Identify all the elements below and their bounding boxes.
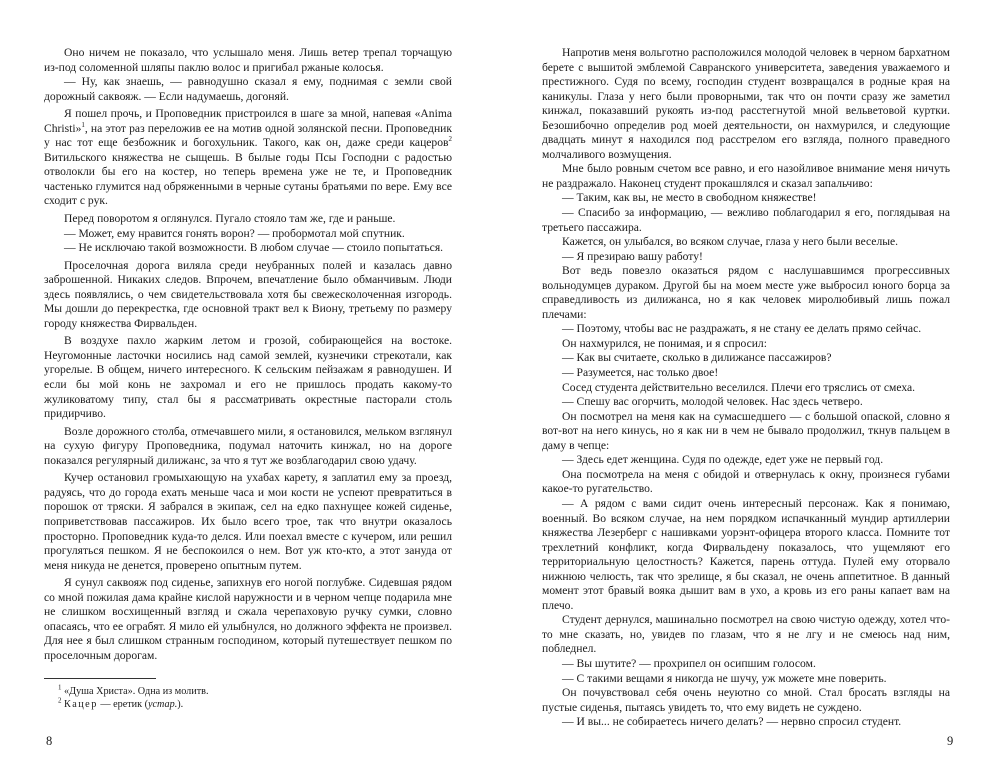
- paragraph: Вот ведь повезло оказаться рядом с наслушавшимся прогрессивных вольнодумцев дураком. Другой бы на моем месте уже выбросил юного борца за справедливость из дилижанса, но я как человек миролюбивый лишь пожал плечами:: [542, 264, 950, 321]
- paragraph: Он почувствовал себя очень неуютно со мной. Стал бросать взгляды на пустые сиденья, пытаясь увидеть то, что ему видеть не суждено.: [542, 686, 950, 714]
- paragraph: Он нахмурился, не понимая, и я спросил:: [562, 336, 767, 350]
- paragraph: Я сунул саквояж под сиденье, запихнув его ногой поглубже. Сидевшая рядом со мной пожилая дама крайне кислой наружности и в черном чепце подарила мне не слишком восхищенный взгляд и сжала черепаховую ручку сумки, словно опасаясь, что ее ограбят. Я мило ей улыбнулся, но должного эффекта не произвел. Для нее я был слишком странным господином, который путешествует пешком по проселочным дорогам.: [44, 576, 452, 662]
- paragraph: Сосед студента действительно веселился. Плечи его тряслись от смеха.: [562, 380, 916, 394]
- paragraph: — Не исключаю такой возможности. В любом случае — стоило попытаться.: [64, 241, 444, 255]
- paragraph: Возле дорожного столба, отмечавшего мили, я остановился, мельком взглянул на сухую фигуру Проповедника, подумал наточить кинжал, но на дороге показался регулярный дилижанс, за что я тут же возблагодарил свою удачу.: [44, 424, 452, 467]
- footnote: $^2$ Кацер — еретик (устар.).: [58, 696, 184, 710]
- footnote-ref: 1: [81, 120, 85, 129]
- paragraph: — Спасибо за информацию, — вежливо поблагодарил я его, поглядывая на третьего пассажира.: [542, 206, 950, 234]
- paragraph: — Поэтому, чтобы вас не раздражать, я не стану ее делать прямо сейчас.: [562, 322, 922, 336]
- paragraph: — Может, ему нравится гонять ворон? — пробормотал мой спутник.: [64, 226, 405, 240]
- paragraph: — Вы шутите? — прохрипел он осипшим голосом.: [562, 656, 816, 670]
- paragraph: Я пошел прочь, и Проповедник пристроился в шаге за мной, напевая «Anima Christi»$^1$, на этот раз переложив ее на мотив одной золянской песни. Проповедник у нас тот еще безбожник и богохульник. Такого, как он, даже среди кацеров$^2$ Витильского княжества не сыщешь. В былые годы Псы Господни с радостью отволокли бы его на костер, но теперь времена уже не те, и Проповедник частенько глумится над обряженными в черные сутаны братьями по вере. Ему все сходит с рук.: [44, 107, 452, 208]
- page-number-left: 8: [46, 734, 53, 748]
- page-number-right: 9: [947, 734, 954, 748]
- paragraph: — А рядом с вами сидит очень интересный персонаж. Как я понимаю, военный. Во всяком случае, на нем порядком испачканный мундир артиллерии княжества Лезерберг с нашивками уорэнт-офицера второго класса. Помните тот трехлетний конфликт, когда Фирвальдену показалось, что ущемляют его территориальную целостность? Кажется, парень оттуда. Пулей ему оторвало нижнюю челюсть, так что зрелище, я бы сказал, не очень аппетитное. В данный момент этот бравый вояка дышит вам в ухо, а кровь из его раны капает вам на плечо.: [542, 496, 950, 612]
- paragraph: — Спешу вас огорчить, молодой человек. Нас здесь четверо.: [562, 395, 863, 409]
- paragraph: — Здесь едет женщина. Судя по одежде, едет уже не первый год.: [562, 453, 884, 467]
- paragraph: Студент дернулся, машинально посмотрел на свою чистую одежду, хотел что-то мне сказать, но, увидев по глазам, что я не лгу и не смеюсь над ним, побледнел.: [542, 613, 950, 656]
- paragraph: — Как вы считаете, сколько в дилижансе пассажиров?: [562, 351, 832, 365]
- paragraph: Кучер остановил громыхающую на ухабах карету, я заплатил ему за проезд, радуясь, что до города ехать меньше часа и мои кости не успеют превратиться в порошок от тряски. Я забрался в экипаж, сел на едко пахнущее кожей сиденье, поприветствовав пассажиров. Их было всего трое, так что внутри оказалось просторно. Проповедник куда-то делся. Или поехал вместе с кучером, или решил прогуляться пешком. Я не беспокоился о нем. Вот уж кто-кто, а этот зануда от меня никуда не денется, проверено опытным путем.: [44, 471, 452, 572]
- footnotes: [44, 678, 452, 711]
- paragraph: Оно ничем не показало, что услышало меня. Лишь ветер трепал торчащую из-под соломенной шляпы паклю волос и пригибал ржаные колосья.: [44, 46, 452, 74]
- paragraph: — И вы... не собираетесь ничего делать? — нервно спросил студент.: [562, 715, 902, 729]
- paragraph: Мне было ровным счетом все равно, и его назойливое внимание меня ничуть не раздражало. Наконец студент прокашлялся и сказал запальчиво:: [542, 162, 950, 190]
- right-page-text: [542, 46, 950, 730]
- footnote: $^1$ «Душа Христа». Одна из молитв.: [58, 683, 209, 697]
- left-page-text: [44, 46, 452, 663]
- paragraph: Он посмотрел на меня как на сумасшедшего — с большой опаской, словно я вот-вот на него кинусь, но я как ни в чем не бывало продолжил, ткнув пальцем в даму в чепце:: [542, 409, 950, 452]
- paragraph: Проселочная дорога виляла среди неубранных полей и казалась давно заброшенной. Никаких следов. Впрочем, впечатление было обманчивым. Люди здесь появлялись, о чем свидетельствовала хотя бы свежесколоченная изгородь. Мы дошли до перекрестка, где основной тракт вел к Виону, третьему по размеру городу княжества Фирвальден.: [44, 258, 452, 330]
- paragraph: Перед поворотом я оглянулся. Пугало стояло там же, где и раньше.: [64, 212, 396, 226]
- paragraph: — Я презираю вашу работу!: [562, 249, 703, 263]
- footnote-divider: [44, 678, 156, 679]
- paragraph: — Ну, как знаешь, — равнодушно сказал я ему, поднимая с земли свой дорожный саквояж. — Если надумаешь, догоняй.: [44, 75, 452, 103]
- paragraph: Кажется, он улыбался, во всяком случае, глаза у него были веселые.: [562, 235, 899, 249]
- paragraph: Она посмотрела на меня с обидой и отвернулась к окну, произнеся губами какое-то ругательство.: [542, 467, 950, 496]
- paragraph: В воздухе пахло жарким летом и грозой, собирающейся на востоке. Неугомонные ласточки носились над самой землей, кузнечики стрекотали, как угорелые. В общем, ничего интересного. К сельским пейзажам я равнодушен. И если бы мой конь не захромал и его не пришлось продать какому-то жуликоватому типу, стал бы я рассматривать окрестные пасторали столь придирчиво.: [44, 334, 452, 421]
- paragraph: Напротив меня вольготно расположился молодой человек в черном бархатном берете с вышитой эмблемой Савранского университета, заведения уважаемого и престижного. Судя по всему, господин студент возвращался в родные края на каникулы. Глаза у него были проворными, так что он почти сразу же заметил кинжал, показавший рукоять из-под расстегнутой мной вельветовой куртки. Безошибочно определив род моей деятельности, он нахмурился, и следующие двадцать минут я находился под расстрелом его взгляда, полного праведного молчаливого возмущения.: [542, 46, 950, 161]
- paragraph: — Разумеется, нас только двое!: [562, 366, 719, 380]
- paragraph: — С такими вещами я никогда не шучу, уж можете мне поверить.: [562, 671, 887, 685]
- footnote-ref: 2: [448, 135, 452, 144]
- paragraph: — Таким, как вы, не место в свободном княжестве!: [562, 191, 817, 205]
